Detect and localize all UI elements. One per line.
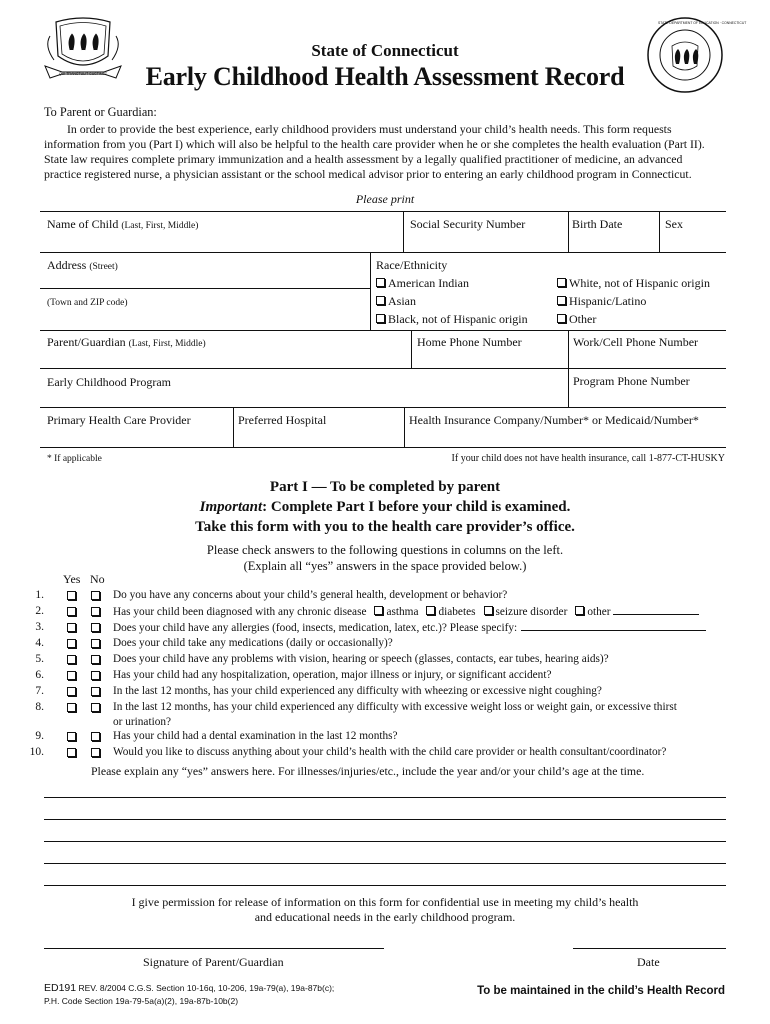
question-label: Does your child have any problems with vision, hearing or speech (glasses, contacts, ear tubes, hearing aids)?: [113, 653, 609, 665]
explain-line[interactable]: [44, 819, 726, 820]
chronic-option[interactable]: [484, 606, 568, 618]
form-id: ED191: [44, 982, 77, 994]
question-number: 8.: [35, 701, 44, 713]
question-number: 3.: [35, 621, 44, 633]
part1-important: [0, 498, 770, 517]
race-option-label: Asian: [388, 294, 416, 308]
birth-date-field[interactable]: Birth Date: [572, 217, 623, 231]
race-hispanic[interactable]: [557, 294, 646, 308]
town-zip-field[interactable]: [47, 294, 128, 310]
question-number: 7.: [35, 685, 44, 697]
intro-line-2: information from you (Part I) which will also be helpful to the health care provider when he or she completes the health evaluation (Part II).: [44, 137, 705, 151]
checkbox-icon: [557, 296, 566, 305]
work-phone-field[interactable]: Work/Cell Phone Number: [573, 335, 699, 349]
primary-provider-field[interactable]: Primary Health Care Provider: [47, 413, 191, 427]
parent-guardian-field[interactable]: [47, 335, 206, 351]
please-print: Please print: [355, 192, 415, 206]
question-1-yes-checkbox[interactable]: [67, 591, 76, 600]
question-text: [113, 604, 699, 619]
important-text: : Complete Part I before your child is examined.: [262, 499, 571, 515]
town-zip-label: (Town and ZIP code): [47, 298, 128, 308]
chronic-option[interactable]: [374, 606, 418, 618]
department-seal-text: STATE DEPARTMENT OF EDUCATION · CONNECTICUT: [658, 21, 747, 25]
chronic-option-label: seizure disorder: [495, 606, 568, 618]
question-number: 1.: [35, 589, 44, 601]
checkbox-icon: [374, 606, 383, 615]
maintained-note: To be maintained in the child’s Health Record: [477, 985, 725, 997]
question-4-no-checkbox[interactable]: [91, 639, 100, 648]
question-8-continued: or urination?: [113, 716, 172, 728]
name-of-child-hint: (Last, First, Middle): [121, 221, 199, 231]
question-5-no-checkbox[interactable]: [91, 655, 100, 664]
early-childhood-program-field[interactable]: Early Childhood Program: [47, 375, 171, 389]
question-7-yes-checkbox[interactable]: [67, 687, 76, 696]
question-text: [113, 652, 609, 666]
date-label: Date: [637, 955, 660, 969]
question-text: [113, 700, 677, 714]
question-number: 5.: [35, 653, 44, 665]
question-label: In the last 12 months, has your child experienced any difficulty with wheezing or excessive night coughing?: [113, 685, 602, 697]
chronic-option-label: asthma: [386, 606, 419, 618]
checkbox-icon: [426, 606, 435, 615]
question-1-no-checkbox[interactable]: [91, 591, 100, 600]
checkbox-icon: [376, 314, 385, 323]
husky-note: If your child does not have health insurance, call 1-877-CT-HUSKY: [451, 453, 725, 464]
name-of-child-label: Name of Child: [47, 217, 119, 231]
question-label: Do you have any concerns about your child’s general health, development or behavior?: [113, 589, 508, 601]
race-other[interactable]: [557, 312, 596, 326]
explain-line[interactable]: [44, 797, 726, 798]
intro-line-1: In order to provide the best experience, early childhood providers must understand your child’s health needs. This form requests: [67, 122, 672, 136]
signature-line[interactable]: [44, 948, 384, 949]
parent-guardian-hint: (Last, First, Middle): [128, 339, 206, 349]
no-column-header: No: [90, 572, 105, 586]
question-text: [113, 668, 551, 682]
footer-ph-code: P.H. Code Section 19a-79-5a(a)(2), 19a-87b-10b(2): [44, 996, 239, 1006]
important-label: Important: [199, 499, 263, 515]
race-option-label: White, not of Hispanic origin: [569, 276, 710, 290]
part1-heading: Part I — To be completed by parent: [269, 479, 501, 495]
question-text: [113, 745, 666, 759]
question-8-no-checkbox[interactable]: [91, 703, 100, 712]
chronic-option[interactable]: [575, 606, 610, 618]
name-of-child-field[interactable]: [47, 217, 198, 233]
take-form-note: Take this form with you to the health care provider’s office.: [195, 519, 575, 535]
permission-line-1: I give permission for release of information on this form for confidential use in meeting my child’s health: [131, 895, 639, 909]
instructions-1: Please check answers to the following questions in columns on the left.: [206, 543, 564, 557]
question-6-yes-checkbox[interactable]: [67, 671, 76, 680]
program-phone-field[interactable]: Program Phone Number: [573, 374, 690, 388]
race-ethnicity-label: Race/Ethnicity: [376, 258, 448, 272]
signature-label: Signature of Parent/Guardian: [143, 955, 284, 969]
checkbox-icon: [575, 606, 584, 615]
address-field[interactable]: [47, 258, 118, 274]
question-8-yes-checkbox[interactable]: [67, 703, 76, 712]
chronic-other-line[interactable]: [613, 604, 699, 615]
question-2-yes-checkbox[interactable]: [67, 607, 76, 616]
question-number: 2.: [35, 605, 44, 617]
question-label: Has your child been diagnosed with any chronic disease: [113, 606, 367, 618]
race-asian[interactable]: [376, 294, 416, 308]
seal-motto: QUI TRANSTULIT SUSTINET: [58, 72, 108, 76]
parent-guardian-label: Parent/Guardian: [47, 335, 126, 349]
insurance-field[interactable]: Health Insurance Company/Number* or Medicaid/Number*: [409, 413, 699, 427]
race-american-indian[interactable]: [376, 276, 469, 290]
question-label: Does your child take any medications (daily or occasionally)?: [113, 637, 393, 649]
address-hint: (Street): [89, 262, 118, 272]
salutation: To Parent or Guardian:: [44, 105, 157, 119]
checkbox-icon: [376, 296, 385, 305]
yes-column-header: Yes: [63, 572, 81, 586]
race-white[interactable]: [557, 276, 710, 290]
checkbox-icon: [484, 606, 493, 615]
address-label: Address: [47, 258, 87, 272]
question-4-yes-checkbox[interactable]: [67, 639, 76, 648]
question-text: [113, 684, 602, 698]
checkbox-icon: [557, 278, 566, 287]
race-option-label: Hispanic/Latino: [569, 294, 647, 308]
question-text: [113, 636, 393, 650]
question-label: Does your child have any allergies (food, insects, medication, latex, etc.)? Please specify:: [113, 622, 518, 634]
question-10-yes-checkbox[interactable]: [67, 748, 76, 757]
question-number: 6.: [35, 669, 44, 681]
ssn-field[interactable]: Social Security Number: [410, 217, 526, 231]
explain-line[interactable]: [44, 885, 726, 886]
question-text: [113, 588, 507, 602]
allergies-specify-line[interactable]: [521, 620, 706, 631]
checkbox-icon: [557, 314, 566, 323]
question-3-no-checkbox[interactable]: [91, 623, 100, 632]
race-option-label: American Indian: [388, 276, 469, 290]
question-9-yes-checkbox[interactable]: [67, 732, 76, 741]
question-5-yes-checkbox[interactable]: [67, 655, 76, 664]
question-3-yes-checkbox[interactable]: [67, 623, 76, 632]
intro-line-4: practice registered nurse, a physician assistant or the school medical advisor prior to entering an early childhood program in Connecticut.: [44, 167, 692, 181]
question-number: 10.: [29, 746, 44, 758]
preferred-hospital-field[interactable]: Preferred Hospital: [238, 413, 327, 427]
date-line[interactable]: [573, 948, 726, 949]
permission-line-2: and educational needs in the early childhood program.: [254, 910, 516, 924]
explain-instructions: Please explain any “yes” answers here. For illnesses/injuries/etc., include the year and/or your child’s age at the time.: [91, 764, 645, 778]
page-title: Early Childhood Health Assessment Record: [145, 62, 625, 91]
question-2-no-checkbox[interactable]: [91, 607, 100, 616]
race-black[interactable]: [376, 312, 528, 326]
question-text: [113, 729, 398, 743]
question-label: Would you like to discuss anything about your child’s health with the child care provider or health consultant/coordinator?: [113, 746, 667, 758]
intro-line-3: State law requires complete primary immunization and a health assessment by a legally qualified practitioner of medicine, an advanced: [44, 152, 683, 166]
question-label: In the last 12 months, has your child experienced any difficulty with excessive weight loss or weight gain, or excessive thirst: [113, 701, 677, 713]
question-10-no-checkbox[interactable]: [91, 748, 100, 757]
question-text: [113, 620, 706, 635]
explain-line[interactable]: [44, 863, 726, 864]
question-9-no-checkbox[interactable]: [91, 732, 100, 741]
chronic-option-label: diabetes: [438, 606, 476, 618]
chronic-option[interactable]: [426, 606, 475, 618]
sex-field[interactable]: Sex: [665, 217, 683, 231]
home-phone-field[interactable]: Home Phone Number: [417, 335, 522, 349]
instructions-2: (Explain all “yes” answers in the space provided below.): [243, 559, 527, 573]
checkbox-icon: [376, 278, 385, 287]
rev-text: REV. 8/2004 C.G.S. Section 10-16q, 10-206, 19a-79(a), 19a-87b(c);: [78, 983, 335, 993]
question-label: Has your child had any hospitalization, operation, major illness or injury, or significant accident?: [113, 669, 552, 681]
race-option-label: Black, not of Hispanic origin: [388, 312, 528, 326]
if-applicable-note: * If applicable: [47, 454, 102, 464]
chronic-option-label: other: [587, 606, 611, 618]
question-7-no-checkbox[interactable]: [91, 687, 100, 696]
explain-line[interactable]: [44, 841, 726, 842]
question-label: Has your child had a dental examination in the last 12 months?: [113, 730, 398, 742]
footer-rev: [44, 983, 334, 994]
question-6-no-checkbox[interactable]: [91, 671, 100, 680]
question-number: 4.: [35, 637, 44, 649]
question-number: 9.: [35, 730, 44, 742]
race-option-label: Other: [569, 312, 597, 326]
state-name: State of Connecticut: [311, 41, 459, 60]
